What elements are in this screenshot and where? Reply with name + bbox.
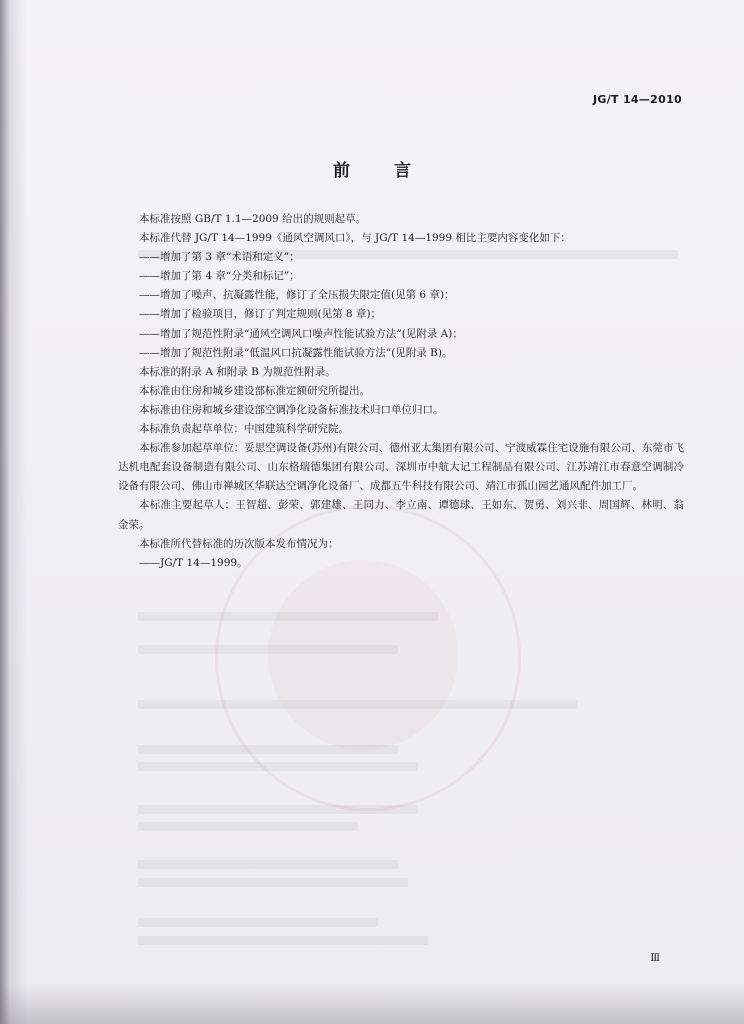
- page-number: Ⅲ: [650, 953, 660, 964]
- title-char: 前: [333, 161, 350, 181]
- preface-body: [118, 210, 684, 573]
- show-through-line: [138, 918, 378, 927]
- paragraph: 本标准负责起草单位：中国建筑科学研究院。: [139, 423, 349, 436]
- history-list-item: ——JG/T 14—1999。: [139, 556, 248, 569]
- show-through-line: [138, 745, 398, 754]
- page-bottom-shadow: [0, 984, 744, 1024]
- show-through-line: [138, 762, 418, 771]
- change-list-item: ——增加了规范性附录“通风空调风口噪声性能试验方法”(见附录 A)；: [139, 327, 463, 340]
- show-through-line: [138, 645, 398, 654]
- paragraph: 本标准由住房和城乡建设部空调净化设备标准技术归口单位归口。: [139, 403, 444, 416]
- change-list-item: ——增加了噪声、抗凝露性能，修订了全压损失限定值(见第 6 章)；: [139, 289, 455, 302]
- paragraph: 本标准的附录 A 和附录 B 为规范性附录。: [139, 365, 336, 378]
- show-through-line: [138, 822, 358, 831]
- show-through-line: [138, 936, 428, 945]
- paragraph: 本标准主要起草人：王智超、彭荣、郭建雄、王同力、李立南、谭德球、王如东、贺勇、刘兴非、周国辉、林明、翁金荣。: [118, 499, 684, 531]
- paragraph: 本标准代替 JG/T 14—1999《通风空调风口》，与 JG/T 14—1999 相比主要内容变化如下：: [139, 232, 571, 245]
- show-through-line: [138, 700, 578, 709]
- paragraph: 本标准按照 GB/T 1.1—2009 给出的规则起草。: [139, 213, 367, 225]
- page-title: [0, 156, 744, 181]
- page-edge-shadow: [0, 0, 28, 1024]
- show-through-line: [138, 860, 398, 869]
- change-list-item: ——增加了第 3 章“术语和定义”；: [139, 251, 300, 264]
- paragraph: 本标准所代替标准的历次版本发布情况为：: [139, 537, 339, 550]
- paragraph: 本标准参加起草单位：妥思空调设备(苏州)有限公司、德州亚太集团有限公司、宁波威霖住宅设施有限公司、东莞市飞达机电配套设备制造有限公司、山东格瑞德集团有限公司、深圳市中航大记工程制品有限公司、江苏靖江市春意空调制冷设备有限公司、佛山市禅城区华联达空调净化设备厂、成都五牛科技有限公司、靖江市孤山园艺通风配件加工厂。: [118, 442, 684, 493]
- change-list-item: ——增加了第 4 章“分类和标记”；: [139, 270, 300, 283]
- change-list-item: ——增加了检验项目，修订了判定规则(见第 8 章)；: [139, 308, 382, 321]
- show-through-line: [138, 612, 438, 621]
- change-list-item: ——增加了规范性附录“低温风口抗凝露性能试验方法”(见附录 B)。: [139, 346, 453, 359]
- paragraph: 本标准由住房和城乡建设部标准定额研究所提出。: [139, 384, 370, 397]
- title-char: 言: [394, 161, 411, 181]
- faint-seal-center: [268, 560, 458, 750]
- document-code: JG/T 14—2010: [593, 93, 682, 106]
- show-through-line: [138, 878, 408, 887]
- show-through-line: [138, 805, 418, 814]
